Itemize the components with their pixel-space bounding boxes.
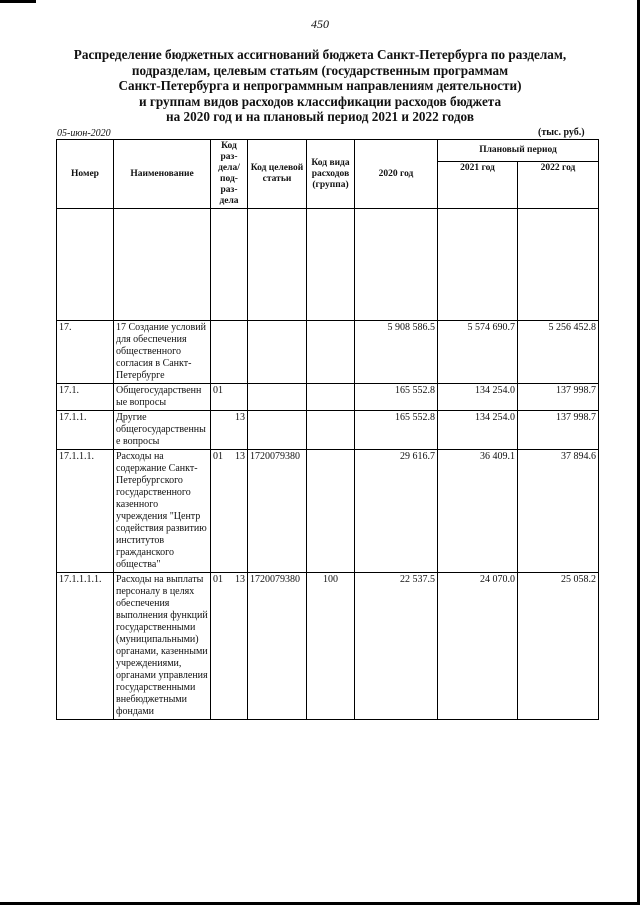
title-line: Распределение бюджетных ассигнований бюджета Санкт-Петербурга по разделам,: [73, 47, 567, 62]
row-section-code: [211, 450, 248, 573]
subsection-code: 13: [235, 574, 245, 585]
row-name: Общегосударственные вопросы: [114, 384, 211, 411]
row-name: Другие общегосударственные вопросы: [114, 411, 211, 450]
row-expense-code: [307, 411, 355, 450]
row-number: 17.1.: [57, 384, 114, 411]
row-value-2020: 5 908 586.5: [355, 321, 438, 384]
section-code: 01: [213, 574, 223, 585]
row-expense-code: [307, 384, 355, 411]
row-number: 17.1.1.: [57, 411, 114, 450]
row-value-2021: 134 254.0: [438, 384, 518, 411]
section-code: 01: [213, 451, 223, 462]
header-target: Код целевой статьи: [248, 140, 307, 209]
row-value-2022: 137 998.7: [518, 384, 599, 411]
header-expense: Код вида расходов (группа): [307, 140, 355, 209]
row-name: 17 Создание условий для обеспечения общественного согласия в Санкт-Петербурге: [114, 321, 211, 384]
document-date: 05-июн-2020: [57, 128, 111, 139]
section-code: 01: [213, 385, 223, 396]
row-section-code: [211, 384, 248, 411]
row-expense-code: 100: [307, 573, 355, 720]
table-row: [57, 411, 599, 450]
table-row: [57, 384, 599, 411]
row-expense-code: [307, 450, 355, 573]
document-title: [60, 47, 580, 125]
row-value-2022: 25 058.2: [518, 573, 599, 720]
row-value-2022: 37 894.6: [518, 450, 599, 573]
row-target-code: [248, 411, 307, 450]
header-name: Наименование: [114, 140, 211, 209]
subsection-code: 13: [235, 451, 245, 462]
header-2022: 2022 год: [518, 162, 599, 209]
title-line: и группам видов расходов классификации расходов бюджета: [138, 93, 502, 109]
row-number: 17.1.1.1.: [57, 450, 114, 573]
table-row: [57, 573, 599, 720]
header-number: Номер: [57, 140, 114, 209]
header-planned-period: Плановый период: [438, 140, 599, 162]
row-target-code: [248, 384, 307, 411]
title-line: Санкт-Петербурга и непрограммным направлениям деятельности): [118, 78, 522, 93]
row-expense-code: [307, 321, 355, 384]
row-number: 17.1.1.1.1.: [57, 573, 114, 720]
subsection-code: 13: [235, 412, 245, 423]
row-value-2020: 165 552.8: [355, 384, 438, 411]
header-gap-row: [57, 209, 599, 321]
row-section-code: [211, 573, 248, 720]
row-value-2022: 137 998.7: [518, 411, 599, 450]
row-value-2022: 5 256 452.8: [518, 321, 599, 384]
row-section-code: [211, 411, 248, 450]
table-row: [57, 450, 599, 573]
row-name: Расходы на выплаты персоналу в целях обеспечения выполнения функций государственными (муниципальными) органами, казенными учреждениями, органами управления государственными внебюджетными фондами: [114, 573, 211, 720]
row-value-2021: 134 254.0: [438, 411, 518, 450]
row-value-2020: 22 537.5: [355, 573, 438, 720]
row-target-code: [248, 321, 307, 384]
row-target-code: 1720079380: [248, 450, 307, 573]
row-section-code: [211, 321, 248, 384]
row-value-2021: 24 070.0: [438, 573, 518, 720]
header-section: Код раз-дела/ под-раз-дела: [211, 140, 248, 209]
row-value-2020: 29 616.7: [355, 450, 438, 573]
row-target-code: 1720079380: [248, 573, 307, 720]
page-number: 450: [311, 17, 329, 31]
title-line: на 2020 год и на плановый период 2021 и 2022 годов: [166, 109, 474, 124]
page-frame-top: [0, 0, 36, 3]
row-value-2020: 165 552.8: [355, 411, 438, 450]
row-number: 17.: [57, 321, 114, 384]
row-name: Расходы на содержание Санкт-Петербургского государственного казенного учреждения "Центр содействия развитию институтов гражданского общества": [114, 450, 211, 573]
header-2021: 2021 год: [438, 162, 518, 209]
title-line: подразделам, целевым статьям (государственным программам: [131, 62, 509, 78]
row-value-2021: 36 409.1: [438, 450, 518, 573]
row-value-2021: 5 574 690.7: [438, 321, 518, 384]
table-row: [57, 321, 599, 384]
budget-table: [56, 139, 599, 720]
units-label: (тыс. руб.): [538, 127, 585, 138]
header-2020: 2020 год: [355, 140, 438, 209]
